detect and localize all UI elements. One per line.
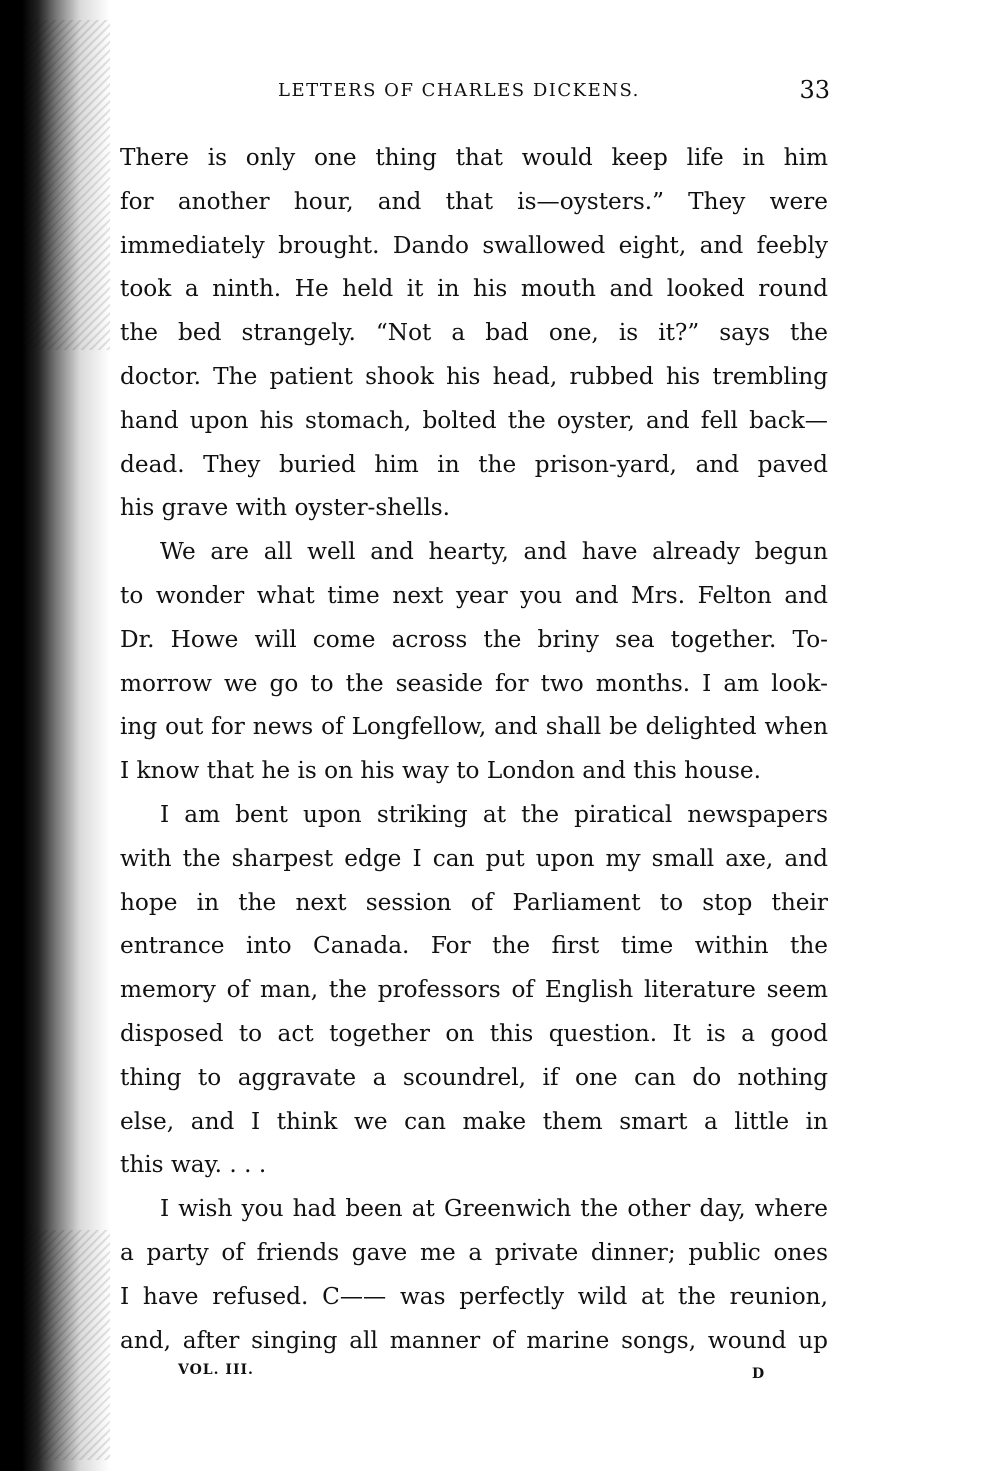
- text-line: I have refused. C—— was perfectly wild at the reunion,: [120, 1282, 828, 1310]
- body-text: [120, 136, 828, 1362]
- text-line: this way. . . .: [120, 1151, 267, 1179]
- text-line: immediately brought. Dando swallowed eight, and feebly: [120, 231, 828, 259]
- text-line: and, after singing all manner of marine songs, wound up: [120, 1326, 828, 1354]
- text-line: I know that he is on his way to London and this house.: [120, 757, 761, 785]
- text-line: hope in the next session of Parliament to stop their: [120, 888, 828, 916]
- text-line: for another hour, and that is—oysters.” They were: [120, 187, 828, 215]
- text-line: I wish you had been at Greenwich the other day, where: [160, 1195, 828, 1223]
- text-line: with the sharpest edge I can put upon my small axe, and: [120, 844, 828, 872]
- text-line: Dr. Howe will come across the briny sea together. To-: [120, 625, 828, 653]
- text-line: I am bent upon striking at the piratical newspapers: [160, 800, 828, 828]
- text-line: thing to aggravate a scoundrel, if one can do nothing: [120, 1063, 828, 1091]
- text-line: morrow we go to the seaside for two months. I am look-: [120, 669, 828, 697]
- text-line: memory of man, the professors of English literature seem: [120, 976, 828, 1004]
- text-line: to wonder what time next year you and Mrs. Felton and: [120, 581, 828, 609]
- text-line: entrance into Canada. For the first time within the: [120, 932, 828, 960]
- text-line: hand upon his stomach, bolted the oyster, and fell back—: [120, 406, 828, 434]
- binding-speckle-bottom: [20, 1230, 110, 1460]
- text-line: else, and I think we can make them smart a little in: [120, 1107, 828, 1135]
- text-line: We are all well and hearty, and have already begun: [160, 538, 828, 566]
- gathering-letter: D: [752, 1366, 765, 1382]
- signature-mark: VOL. III.: [178, 1362, 254, 1378]
- text-line: his grave with oyster-shells.: [120, 494, 451, 522]
- running-title: LETTERS OF CHARLES DICKENS.: [278, 80, 640, 101]
- binding-speckle-top: [20, 20, 110, 350]
- text-line: a party of friends gave me a private dinner; public ones: [120, 1238, 828, 1266]
- text-line: ing out for news of Longfellow, and shall be delighted when: [120, 713, 828, 741]
- text-line: doctor. The patient shook his head, rubbed his trembling: [120, 362, 828, 390]
- text-line: the bed strangely. “Not a bad one, is it?” says the: [120, 319, 828, 347]
- page-header: [278, 76, 830, 106]
- page-number: 33: [799, 76, 830, 104]
- text-line: There is only one thing that would keep life in him: [120, 144, 828, 171]
- text-line: took a ninth. He held it in his mouth and looked round: [120, 275, 828, 303]
- text-line: dead. They buried him in the prison-yard, and paved: [120, 450, 828, 478]
- text-line: disposed to act together on this question. It is a good: [120, 1019, 828, 1047]
